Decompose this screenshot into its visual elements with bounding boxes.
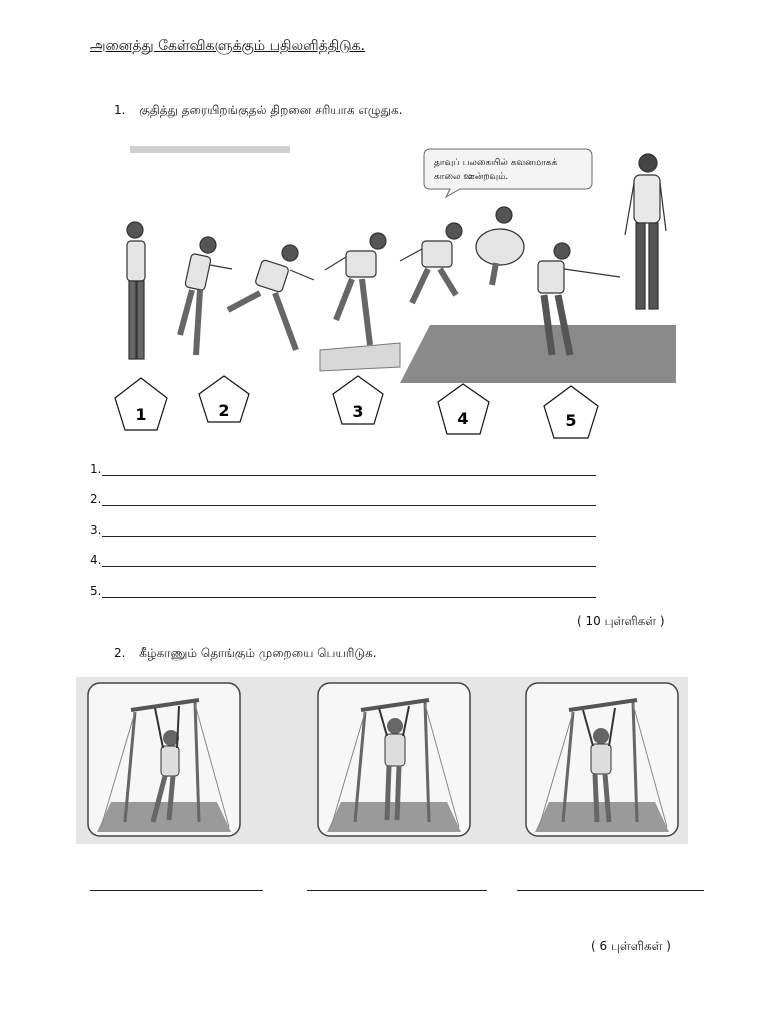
answer-line-label: 4.: [90, 553, 102, 567]
figure-3-run: [228, 245, 314, 350]
speech-line-2: காலை ஊன்றவும்.: [434, 172, 509, 182]
speech-line-1: தாவுப் பலகையில் கவனமாகக்: [434, 158, 558, 168]
answer-blank-1[interactable]: [90, 889, 263, 891]
hanging-image-1: [87, 682, 241, 837]
step-number-5: 5: [565, 411, 577, 430]
question-2: [114, 646, 377, 662]
step-number-3: 3: [352, 402, 364, 421]
speech-bubble: [424, 149, 592, 197]
answer-line-3[interactable]: [90, 523, 596, 537]
step-pentagon-1: [115, 378, 167, 430]
figure-4-takeoff: [325, 233, 386, 345]
figure-6-tuck: [476, 207, 524, 285]
figure-5-flight: [400, 223, 462, 303]
answer-blank-3[interactable]: [517, 889, 704, 891]
worksheet-title: அனைத்து கேள்விகளுக்கும் பதிலளித்திடுக.: [90, 38, 366, 54]
teacher-figure: [625, 154, 666, 309]
step-number-1: 1: [135, 405, 147, 424]
question-1-marks: ( 10 புள்ளிகள் ): [577, 614, 665, 628]
question-2-number: 2.: [114, 646, 126, 660]
question-2-marks: ( 6 புள்ளிகள் ): [591, 939, 671, 953]
question-1: [114, 103, 403, 119]
question-2-text: கீழ்காணும் தொங்கும் முறையை பெயரிடுக.: [139, 646, 377, 660]
step-number-4: 4: [457, 409, 469, 428]
step-number-2: 2: [218, 401, 230, 420]
hanging-image-2: [317, 682, 471, 837]
answer-line-label: 2.: [90, 492, 102, 506]
figure-1-stand: [127, 222, 145, 359]
step-pentagon-5: [544, 386, 598, 438]
answer-line-label: 1.: [90, 462, 102, 476]
answer-line-5[interactable]: [90, 584, 596, 598]
answer-line-2[interactable]: [90, 492, 596, 506]
step-label-row: [0, 370, 768, 445]
step-pentagon-4: [438, 384, 489, 434]
figure-2-run: [180, 237, 232, 355]
answer-line-label: 3.: [90, 523, 102, 537]
step-pentagon-3: [333, 376, 383, 424]
springboard: [320, 343, 400, 371]
question-1-number: 1.: [114, 103, 126, 117]
answer-blank-2[interactable]: [307, 889, 487, 891]
step-pentagon-2: [199, 376, 249, 422]
hanging-image-3: [525, 682, 679, 837]
answer-line-label: 5.: [90, 584, 102, 598]
answer-line-1[interactable]: [90, 462, 596, 476]
answer-line-4[interactable]: [90, 553, 596, 567]
question-1-text: குதித்து தரையிறங்குதல் திறனை சரியாக எழுதுக.: [139, 103, 403, 117]
